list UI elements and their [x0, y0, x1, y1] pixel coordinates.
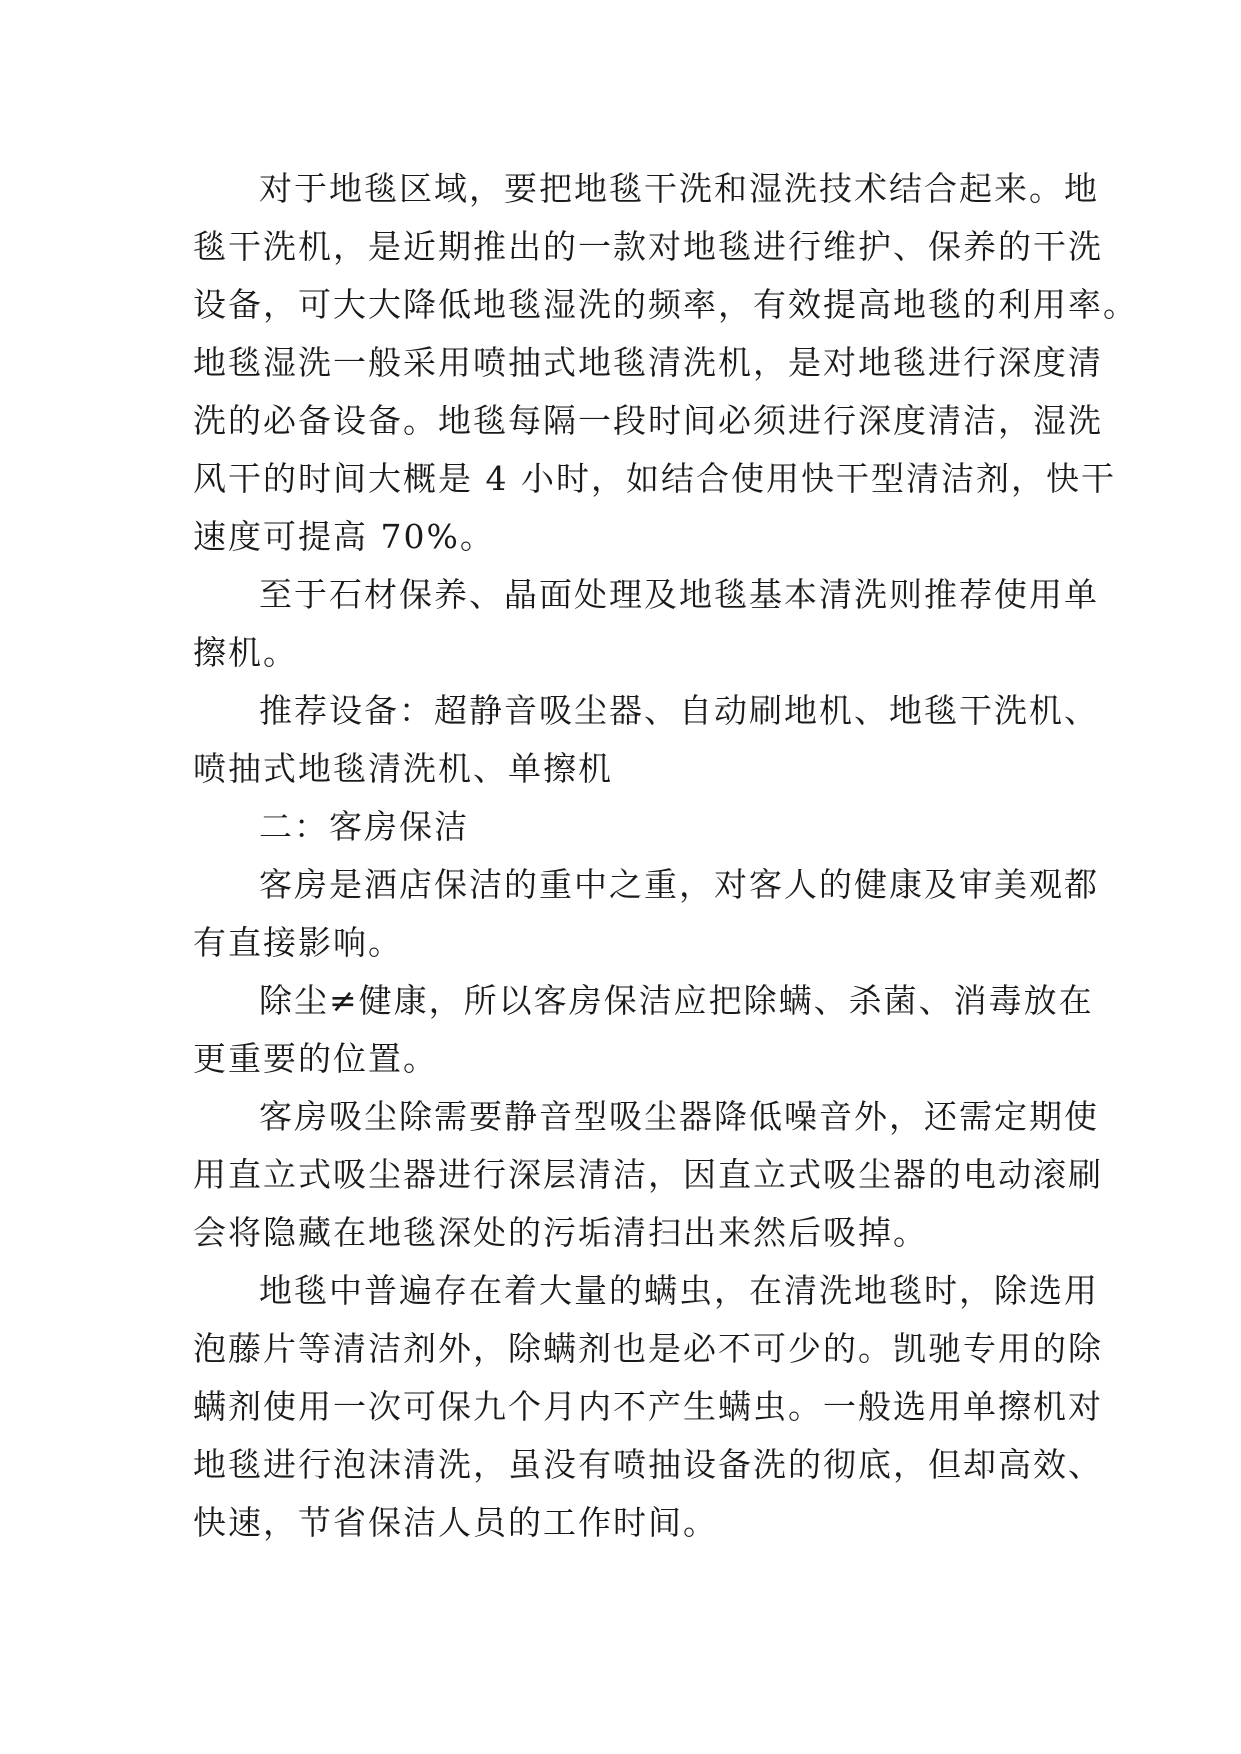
text-line: 二：客房保洁 — [259, 807, 469, 846]
text-line: 螨剂使用一次可保九个月内不产生螨虫。一般选用单擦机对 — [193, 1387, 1103, 1426]
text-line: 客房是酒店保洁的重中之重，对客人的健康及审美观都 — [259, 865, 1099, 904]
text-line: 客房吸尘除需要静音型吸尘器降低噪音外，还需定期使 — [259, 1097, 1099, 1136]
text-line: 至于石材保养、晶面处理及地毯基本清洗则推荐使用单 — [259, 575, 1099, 614]
text-line: 更重要的位置。 — [193, 1039, 438, 1078]
text-line: 有直接影响。 — [193, 923, 403, 962]
text-line: 快速，节省保洁人员的工作时间。 — [193, 1503, 718, 1542]
text-line: 速度可提高 70%。 — [193, 517, 495, 556]
text-line: 地毯进行泡沫清洗，虽没有喷抽设备洗的彻底，但却高效、 — [193, 1445, 1103, 1484]
text-line: 会将隐藏在地毯深处的污垢清扫出来然后吸掉。 — [193, 1213, 928, 1252]
text-line: 地毯湿洗一般采用喷抽式地毯清洗机，是对地毯进行深度清 — [193, 343, 1103, 382]
text-line: 泡藤片等清洁剂外，除螨剂也是必不可少的。凯驰专用的除 — [193, 1329, 1103, 1368]
text-line: 用直立式吸尘器进行深层清洁，因直立式吸尘器的电动滚刷 — [193, 1155, 1103, 1194]
text-line: 设备，可大大降低地毯湿洗的频率，有效提高地毯的利用率。 — [193, 285, 1138, 324]
text-line: 地毯中普遍存在着大量的螨虫，在清洗地毯时，除选用 — [259, 1271, 1099, 1310]
text-line: 喷抽式地毯清洗机、单擦机 — [193, 749, 613, 788]
text-line: 除尘≠健康，所以客房保洁应把除螨、杀菌、消毒放在 — [259, 981, 1094, 1020]
text-line: 风干的时间大概是 4 小时，如结合使用快干型清洁剂，快干 — [193, 459, 1116, 498]
document-body — [193, 160, 1138, 1552]
text-line: 擦机。 — [193, 633, 298, 672]
text-line: 对于地毯区域，要把地毯干洗和湿洗技术结合起来。地 — [259, 169, 1099, 208]
text-line: 洗的必备设备。地毯每隔一段时间必须进行深度清洁，湿洗 — [193, 401, 1103, 440]
text-line: 毯干洗机，是近期推出的一款对地毯进行维护、保养的干洗 — [193, 227, 1103, 266]
text-line: 推荐设备：超静音吸尘器、自动刷地机、地毯干洗机、 — [259, 691, 1099, 730]
